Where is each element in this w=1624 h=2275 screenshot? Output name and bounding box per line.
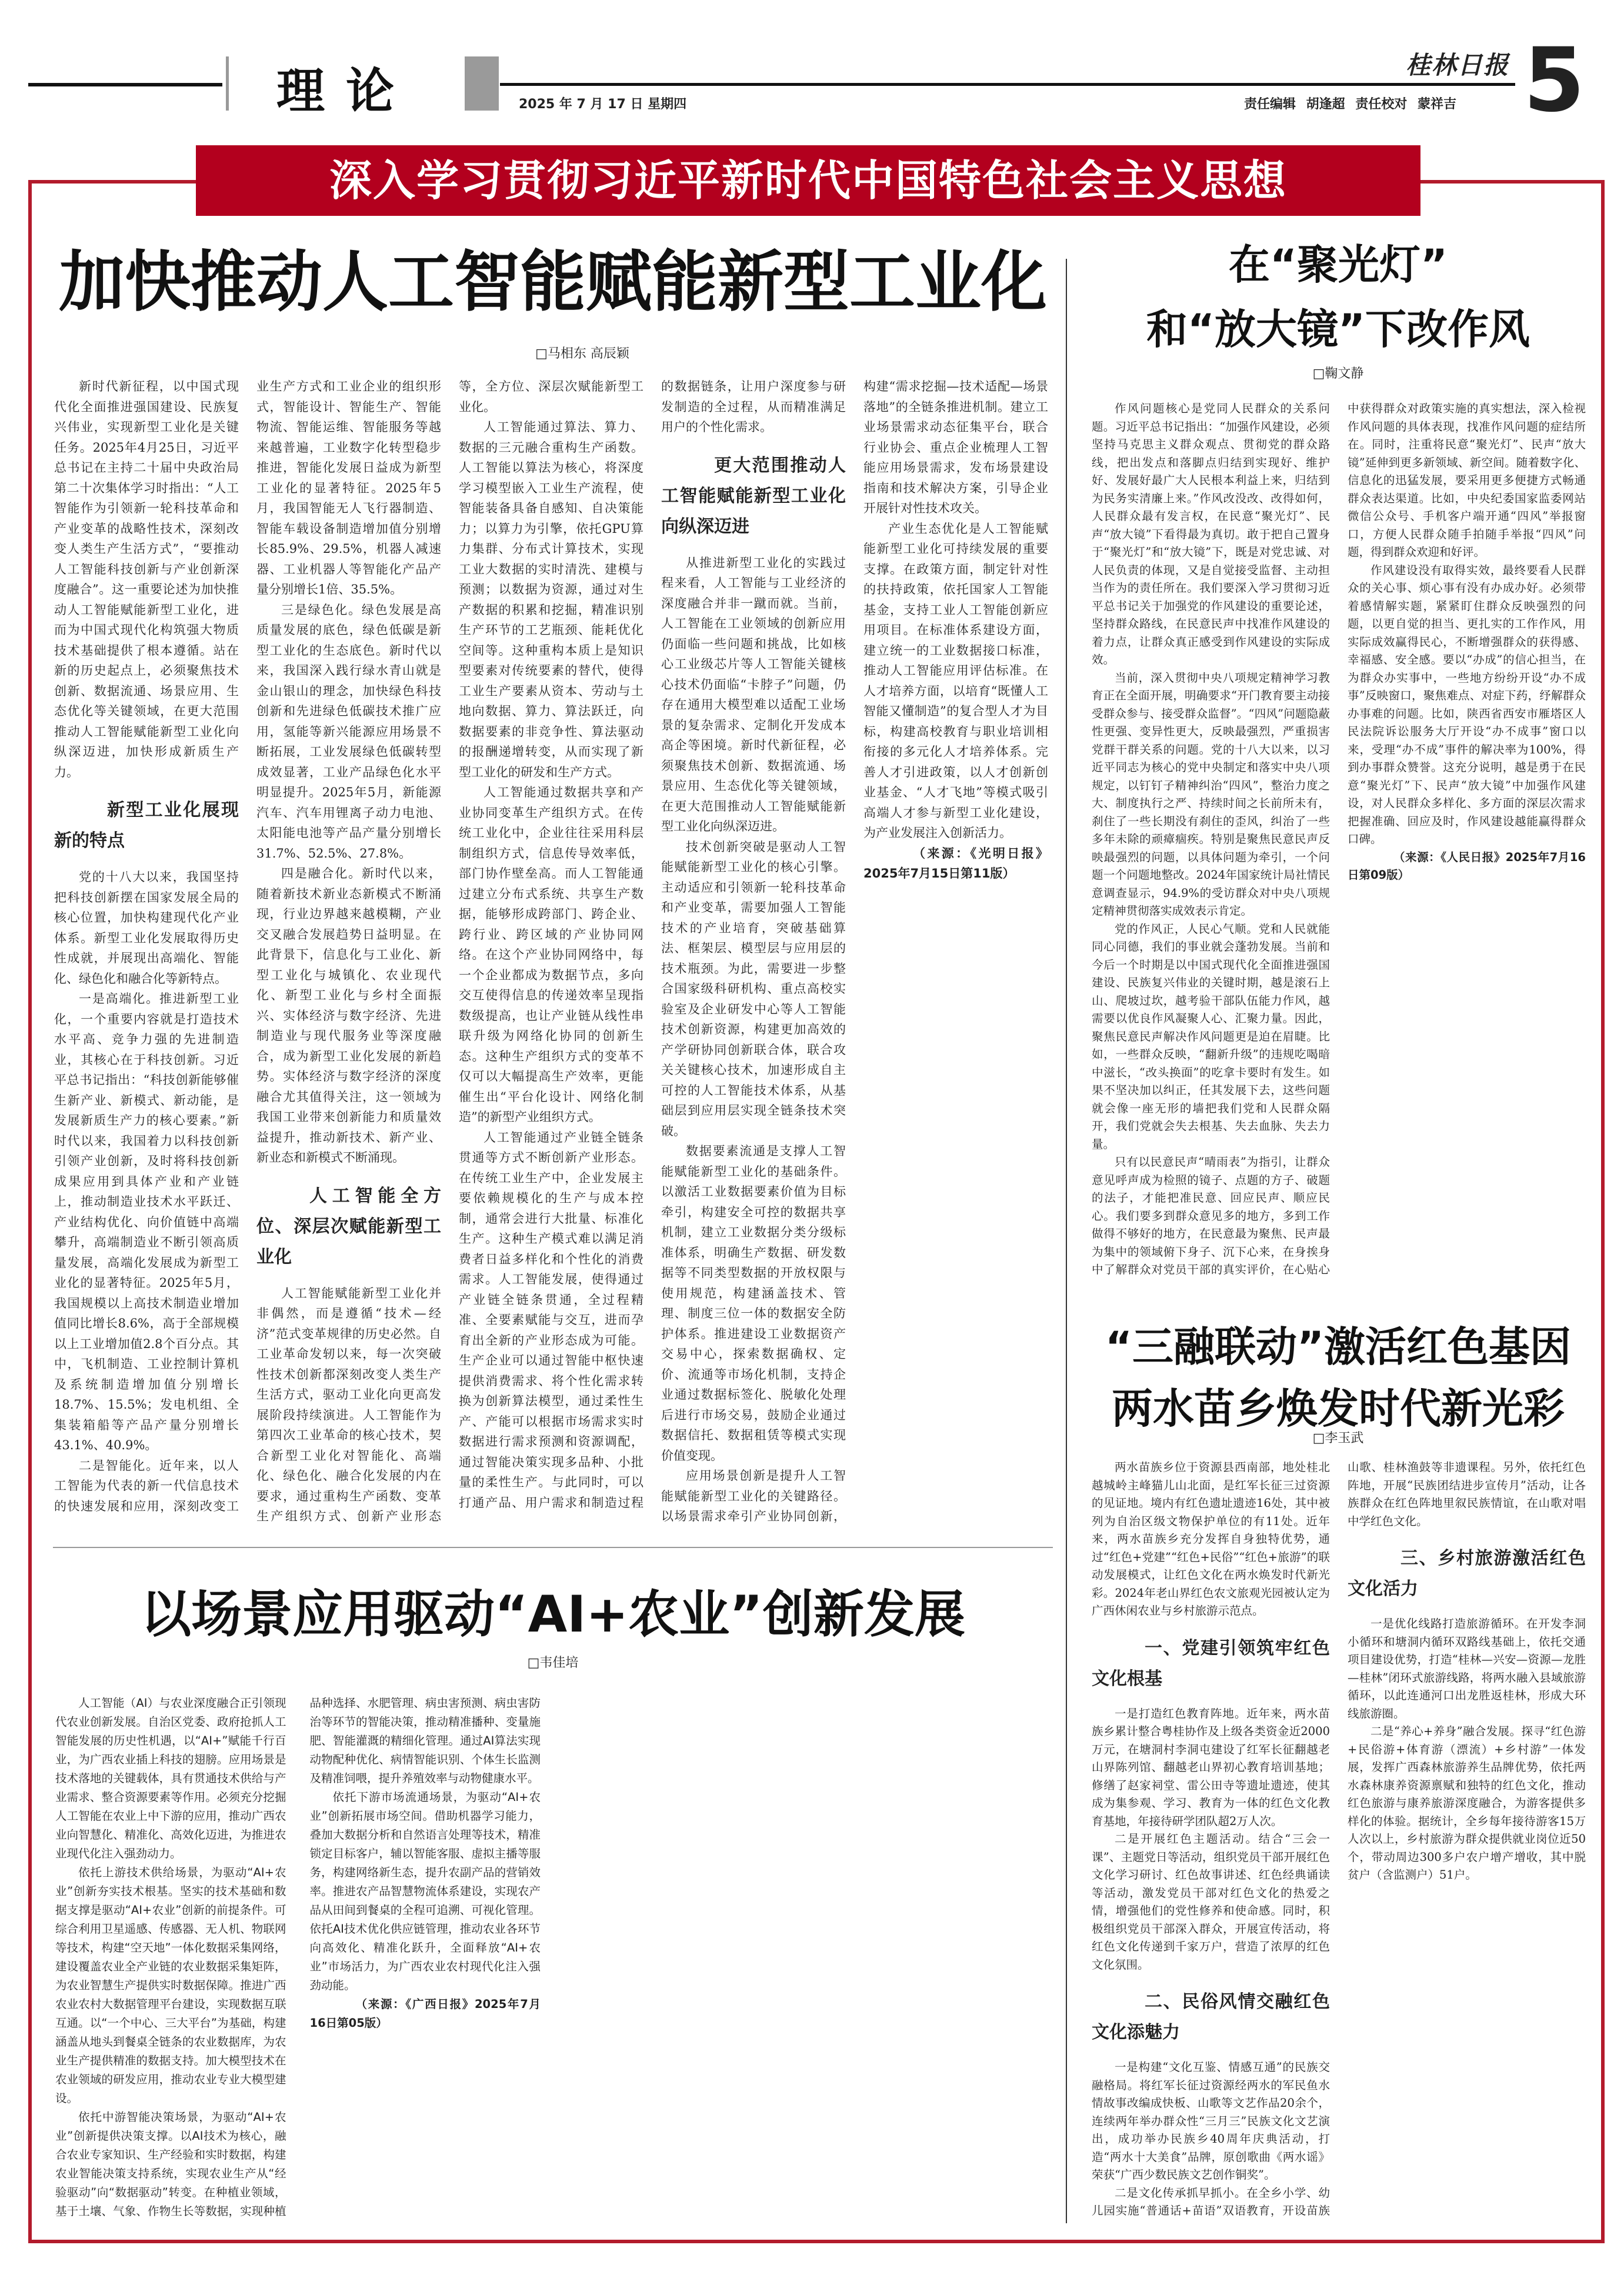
bottom-article-title: 以场景应用驱动“AI+农业”创新发展 bbox=[141, 1585, 965, 1644]
main-article-byline: □马相东 高辰颖 bbox=[535, 346, 629, 361]
right-bottom-article-byline: □李玉武 bbox=[1312, 1431, 1364, 1446]
paragraph: 人工智能（AI）与农业深度融合正引领现代农业创新发展。自治区党委、政府抢抓人工智能发展的历史性机遇，以“AI+”赋能千行百业，为广西农业插上科技的翅膀。应用场景是技术落地的关键载体，具有贯通技术供给与产业需求、整合资源要素等作用。必须充分挖掘人工智能在农业上中下游的应用，推动广西农业向智慧化、精准化、高效化迈进，为推进农业现代化注入强劲动力。 bbox=[55, 1696, 286, 1860]
section-title: 理论 bbox=[276, 64, 416, 119]
article-separator bbox=[53, 1547, 1053, 1548]
paragraph: 党的十八大以来，我国坚持把科技创新摆在国家发展全局的核心位置，加快构建现代化产业体系。新型工业化发展取得历史性成就，并展现出高端化、智能化、绿色化和融合化等新特点。 bbox=[54, 870, 239, 986]
right-top-article-title-line1: 在“聚光灯” bbox=[1228, 241, 1448, 289]
paragraph: 应用场景创新是提升人工智能赋能新型工业化的关键路径。以场景需求牵引产业协同创新，构建“需求挖掘—技术适配—场景落地”的全链条推进机制。建立工业场景需求动态征集平台，联合行业协会、重点企业梳理人工智能应用场景需求，发布场景建设指南和技术解决方案，引导企业开展针对性技术攻关。 bbox=[661, 379, 1048, 1523]
editor-credits: 责任编辑 胡逢超 责任校对 蒙祥吉 bbox=[1244, 97, 1456, 112]
section-heading: 二、民俗风情交融红色文化添魅力 bbox=[1092, 1992, 1330, 2043]
paragraph: 两水苗族乡位于资源县西南部，地处桂北越城岭主峰猫儿山北面，是红军长征三过资源的见证地。境内有红色遗址遗迹16处，其中被列为自治区级文物保护单位的有11处。近年来，两水苗族乡充分发挥自身独特优势，通过“红色+党建”“红色+民俗”“红色+旅游”的联动发展模式，让红色文化在两水焕发时代新光彩。2024年老山界红色农文旅观光园被认定为广西休闲农业与乡村旅游示范点。 bbox=[1092, 1460, 1330, 1617]
paragraph: 技术创新突破是驱动人工智能赋能新型工业化的核心引擎。主动适应和引领新一轮科技革命和产业变革，需要加强人工智能技术的产业培育，突破基础算法、框架层、模型层与应用层的技术瓶颈。为此，需要进一步整合国家级科研机构、重点高校实验室及企业研发中心等人工智能技术创新资源，构建更加高效的产学研协同创新联合体，联合攻关关键核心技术，加速形成自主可控的人工智能技术体系，从基础层到应用层实现全链条技术突破。 bbox=[661, 839, 846, 1138]
bottom-article-body bbox=[55, 1694, 1049, 2223]
main-article-title: 加快推动人工智能赋能新型工业化 bbox=[59, 244, 1047, 321]
source-note: （来源：《光明日报》2025年7月15日第11版） bbox=[863, 846, 1048, 880]
paragraph: 产业生态优化是人工智能赋能新型工业化可持续发展的重要支撑。在政策方面，制定针对性的扶持政策，依托国家人工智能基金，支持工业人工智能创新应用项目。在标准体系建设方面，建立统一的工业数据接口标准，推动人工智能应用评估标准。在人才培养方面，以培育“既懂人工智能又懂制造”的复合型人才为目标，构建高校教育与职业培训相衔接的多元化人才培养体系。完善人才引进政策，以人才创新创业基金、“人才飞地”等模式吸引高端人才参与新型工业化建设，为产业发展注入创新活力。 bbox=[863, 521, 1048, 840]
header-rule-left bbox=[28, 83, 222, 86]
source-note: （来源：《人民日报》2025年7月16日第09版） bbox=[1348, 850, 1586, 882]
main-article-body bbox=[54, 376, 1048, 1529]
column-divider bbox=[1066, 259, 1067, 2223]
paragraph: 作风建设没有取得实效，最终要看人民群众的关心事、烦心事有没有办成办好。必须带着感情解实题，紧紧盯住群众反映强烈的问题，以更自觉的担当、更扎实的工作作风，用实际成效赢得民心，不断增强群众的获得感、幸福感、安全感。要以“办成”的信心担当，在为群众办实事中，一些地方纷纷开设“办不成事”反映窗口，聚焦难点、对症下药，纾解群众办事难的问题。比如，陕西省西安市雁塔区人民法院诉讼服务大厅开设“办不成事”窗口以来，受理“办不成”事件的解决率为100%，得到办事群众赞誉。这充分说明，越是勇于在民意“聚光灯”下、民声“放大镜”中加强作风建设，对人民群众多样化、多方面的深层次需求把握准确、回应及时，作风建设越能赢得群众口碑。 bbox=[1348, 563, 1586, 846]
theme-banner: 深入学习贯彻习近平新时代中国特色社会主义思想 bbox=[196, 145, 1420, 216]
paragraph: 二是文化传承抓早抓小。在全乡小学、幼儿园实施“普通话+苗语”双语教育，开设苗族山歌、桂林渔鼓等非遗课程。另外，依托红色阵地，开展“民族团结进步宣传月”活动，让各族群众在红色阵地里叙民族情谊，在山歌对唱中学红色文化。 bbox=[1092, 1460, 1586, 2217]
paragraph: 人工智能通过数据共享和产业协同变革生产组织方式。在传统工业化中，企业往往采用科层制组织方式，信息传导效率低，部门协作壁垒高。而人工智能通过建立分布式系统、共享生产数据，能够形成跨部门、跨企业、跨行业、跨区域的产业协同网络。在这个产业协同网络中，每一个企业都成为数据节点，多向交互使得信息的传递效率呈现指数级提高，也让产业链从线性串联升级为网络化协同的创新生态。这种生产组织方式的变革不仅可以大幅提高生产效率，更能催生出“平台化设计、网络化制造”的新型产业组织方式。 bbox=[459, 785, 643, 1124]
right-top-article-byline: □鞠文静 bbox=[1312, 366, 1364, 381]
right-top-article-title-line2: 和“放大镜”下改作风 bbox=[1146, 305, 1530, 353]
header-rule-right bbox=[500, 83, 1515, 86]
right-top-article-body bbox=[1092, 400, 1586, 1294]
right-bottom-article-title-line2: 两水苗乡焕发时代新光彩 bbox=[1112, 1385, 1565, 1433]
right-bottom-article-body bbox=[1092, 1459, 1586, 2223]
section-heading: 三、乡村旅游激活红色文化活力 bbox=[1348, 1548, 1586, 1599]
header-block bbox=[465, 56, 499, 111]
page-number: 5 bbox=[1523, 29, 1585, 132]
paragraph: 党的作风正，人民心气顺。党和人民就能同心同德，我们的事业就会蓬勃发展。当前和今后一个时期是以中国式现代化全面推进强国建设、民族复兴伟业的关键时期，越是滚石上山、爬坡过坎，越考验干部队伍能力作风，越需要以优良作风凝聚人心、汇聚力量。因此，聚焦民意民声解决作风问题更是迫在眉睫。比如，一些群众反映，“翻新升级”的违规吃喝暗中滋长，“改头换面”的吃拿卡要时有发生。如果不坚决加以纠正，任其发展下去，这些问题就会像一座无形的墙把我们党和人民群众隔开，我们党就会失去根基、失去血脉、失去力量。 bbox=[1092, 922, 1330, 1151]
section-heading: 人工智能全方位、深层次赋能新型工业化 bbox=[256, 1185, 441, 1267]
paragraph: 从推进新型工业化的实践过程来看，人工智能与工业经济的深度融合并非一蹴而就。当前，人工智能在工业领域的创新应用仍面临一些问题和挑战，比如核心工业级芯片等人工智能关键核心技术仍面临“卡脖子”问题，仍存在通用大模型难以适配工业场景的复杂需求、定制化开发成本高企等困境。新时代新征程，必须聚焦技术创新、数据流通、场景应用、生态优化等关键领域，在更大范围推动人工智能赋能新型工业化向纵深迈进。 bbox=[661, 555, 846, 833]
section-heading: 更大范围推动人工智能赋能新型工业化向纵深迈进 bbox=[661, 455, 846, 537]
paragraph: 依托上游技术供给场景，为驱动“AI+农业”创新夯实技术根基。坚实的技术基础和数据支撑是驱动“AI+农业”创新的前提条件。可综合利用卫星遥感、传感器、无人机、物联网等技术，构建“空天地”一体化数据采集网络，建设覆盖农业全产业链的农业数据采集矩阵，为农业智慧生产提供实时数据保障。推进广西农业农村大数据管理平台建设，实现数据互联互通。以“一个中心、三大平台”为基础，构建涵盖从地头到餐桌全链条的农业数据库，为农业生产提供精准的数据支持。加大模型技术在农业领域的研发应用，推动农业专业大模型建设。 bbox=[55, 1866, 286, 2105]
paragraph: 人工智能通过产业链全链条贯通等方式不断创新产业形态。在传统工业生产中，企业发展主要依赖规模化的生产与成本控制，通常会进行大批量、标准化生产。这种生产模式难以满足消费者日益多样化和个性化的消费需求。人工智能发展，使得通过产业链全链条贯通，全过程精准、全要素赋能与交互，进而孕育出全新的产业形态成为可能。生产企业可以通过智能中枢快速提供消费需求、将个性化需求转换为创新算法模型，通过柔性生产、产能可以根据市场需求实时数据进行需求预测和资源调配，通过智能决策实现多品种、小批量的柔性生产。与此同时，可以打通产品、用户需求和制造过程的数据链条，让用户深度参与研发制造的全过程，从而精准满足用户的个性化需求。 bbox=[459, 379, 846, 1510]
source-note: （来源：《广西日报》2025年7月16日第05版） bbox=[309, 1997, 541, 2030]
paragraph: 一是构建“文化互鉴、情感互通”的民族交融格局。将红军长征过资源经两水的军民鱼水情故事改编成快板、山歌等文艺作品20余个，连续两年举办群众性“三月三”民族文化文艺演出，成功举办民族乡40周年庆典活动，打造“两水十大美食”品牌，原创歌曲《两水谣》荣获“广西少数民族文艺创作铜奖”。 bbox=[1092, 2060, 1330, 2181]
paragraph: 二是“养心+养身”融合发展。探寻“红色游+民俗游+体育游（漂流）+乡村游”一体发展，发挥广西森林旅游养生品牌优势，依托两水森林康养资源禀赋和独特的红色文化，推动红色旅游与康养旅游深度融合，为游客提供多样化的体验。据统计，全乡每年接待游客15万人次以上，乡村旅游为群众提供就业岗位近50个，带动周边300多户农户增产增收，其中脱贫户（含监测户）51户。 bbox=[1348, 1724, 1586, 1882]
paragraph: 新时代新征程，以中国式现代化全面推进强国建设、民族复兴伟业，实现新型工业化是关键任务。2025年4月25日，习近平总书记在主持二十届中央政治局第二十次集体学习时指出：“人工智能作为引领新一轮科技革命和产业变革的战略性技术，深刻改变人类生产生活方式”，“要推动人工智能科技创新与产业创新深度融合”。这一重要论述为加快推动人工智能赋能新型工业化，进而为中国式现代化构筑强大物质技术基础提供了根本遵循。站在新的历史起点上，必须聚焦技术创新、数据流通、场景应用、生态优化等关键领域，在更大范围推动人工智能赋能新型工业化向纵深迈进，加快形成新质生产力。 bbox=[54, 379, 239, 779]
paragraph: 一是打造红色教育阵地。近年来，两水苗族乡累计整合粤桂协作及上级各类资金近2000万元，在塘洞村李洞屯建设了红军长征翻越老山界陈列馆、翻越老山界初心教育培训基地；修缮了赵家祠堂、雷公田寺等遗址遗迹，使其成为集参观、学习、教育为一体的红色文化教育基地，年接待研学团队超2万人次。 bbox=[1092, 1706, 1330, 1828]
paragraph: 只有以民意民声“晴雨表”为指引，让群众意见呼声成为检照的镜子、点题的方子、破题的法子，才能把准民意、回应民声、顺应民心。我们要多到群众意见多的地方，多到工作做得不够好的地方，在民意最为聚焦、民声最为集中的领域俯下身子、沉下心来，在身挨身中了解群众对党员干部的真实评价，在心贴心中获得群众对政策实施的真实想法，深入检视作风问题的具体表现，找准作风问题的症结所在。同时，注重将民意“聚光灯”、民声“放大镜”延伸到更多新领域、新空间。随着数字化、信息化的迅猛发展，要采用更多便捷方式畅通群众表达渠道。比如，中央纪委国家监委网站微信公众号、手机客户端开通“四风”举报窗口，方便人民群众随手拍随手举报“四风”问题，得到群众欢迎和好评。 bbox=[1092, 402, 1586, 1276]
masthead-logo: 桂林日报 bbox=[1406, 51, 1510, 79]
paragraph: 数据要素流通是支撑人工智能赋能新型工业化的基础条件。以激活工业数据要素价值为目标牵引，构建安全可控的数据共享机制，建立工业数据分类分级标准体系，明确生产数据、研发数据等不同类型数据的开放权限与使用规范，构建涵盖技术、管理、制度三位一体的数据安全防护体系。推进建设工业数据资产交易中心，探索数据确权、定价、流通等市场化机制，支持企业通过数据标签化、脱敏化处理后进行市场交易，鼓励企业通过数据信托、数据租赁等模式实现价值变现。 bbox=[661, 1144, 846, 1463]
section-heading: 新型工业化展现新的特点 bbox=[54, 800, 239, 851]
bottom-article-byline: □韦佳培 bbox=[527, 1656, 579, 1670]
paragraph: 人工智能赋能新型工业化并非偶然，而是遵循“技术—经济”范式变革规律的历史必然。自工业革命发轫以来，每一次突破性技术创新都深刻改变人类生产生活方式，驱动工业化向更高发展阶段持续演进。人工智能作为第四次工业革命的核心技术，契合新型工业化对智能化、高端化、绿色化、融合化发展的内在要求，通过重构生产函数、变革生产组织方式、创新产业形态等，全方位、深层次赋能新型工业化。 bbox=[256, 379, 643, 1523]
issue-date: 2025 年 7 月 17 日 星期四 bbox=[519, 97, 687, 112]
paragraph: 二是智能化。近年来，以人工智能为代表的新一代信息技术的快速发展和应用，深刻改变工业生产方式和工业企业的组织形式，智能设计、智能生产、智能物流、智能运维、智能服务等越来越普遍，工业数字化转型稳步推进，智能化发展日益成为新型工业化的显著特征。2025年5月，我国智能无人飞行器制造、智能车载设备制造增加值分别增长85.9%、29.5%，机器人减速器、工业机器人等智能化产品产量分别增长1倍、35.5%。 bbox=[54, 379, 441, 1513]
paragraph: 依托下游市场流通场景，为驱动“AI+农业”创新拓展市场空间。借助机器学习能力，叠加大数据分析和自然语言处理等技术，精准锁定目标客户，辅以智能客服、虚拟主播等服务，构建网络新生态，提升农副产品的营销效率。推进农产品智慧物流体系建设，实现农产品从田间到餐桌的全程可追溯、可视化管理。依托AI技术优化供应链管理，推动农业各环节向高效化、精准化跃升，全面释放“AI+农业”市场活力，为广西农业农村现代化注入强劲动能。 bbox=[309, 1790, 541, 1992]
right-bottom-article-title-line1: “三融联动”激活红色基因 bbox=[1105, 1323, 1571, 1371]
paragraph: 四是融合化。新时代以来，随着新技术新业态新模式不断涌现，行业边界越来越模糊，产业交叉融合发展趋势日益明显。在此背景下，信息化与工业化、新型工业化与城镇化、农业现代化、新型工业化与乡村全面振兴、实体经济与数字经济、先进制造业与现代服务业等深度融合，成为新型工业化发展的新趋势。实体经济与数字经济的深度融合尤其值得关注，这一领域为我国工业带来创新能力和质量效益提升，推动新技术、新产业、新业态和新模式不断涌现。 bbox=[256, 866, 441, 1165]
header-divider bbox=[226, 56, 229, 111]
paragraph: 一是高端化。推进新型工业化，一个重要内容就是打造技术水平高、竞争力强的先进制造业，其核心在于科技创新。习近平总书记指出：“科技创新能够催生新产业、新模式、新动能，是发展新质生产力的核心要素。”新时代以来，我国着力以科技创新引领产业创新，及时将科技创新成果应用到具体产业和产业链上，推动制造业技术水平跃迁、产业结构优化、向价值链中高端攀升，高端制造业不断引领高质量发展，高端化发展成为新型工业化的显著特征。2025年5月，我国规模以上高技术制造业增加值同比增长8.6%，高于全部规模以上工业增加值2.8个百分点。其中，飞机制造、工业控制计算机及系统制造增加值分别增长18.7%、15.5%；发电机组、全集装箱船等产品产量分别增长43.1%、40.9%。 bbox=[54, 992, 239, 1452]
paragraph: 当前，深入贯彻中央八项规定精神学习教育正在全面开展，明确要求“开门教育要主动接受群众参与、接受群众监督”。“四风”问题隐蔽性更强、变异性更大，反映最强烈，严重损害党群干群关系的问题。党的十八大以来，以习近平同志为核心的党中央制定和落实中央八项规定，以钉钉子精神纠治“四风”，整治力度之大、制度执行之严、持续时间之长前所未有，刹住了一些长期没有刹住的歪风，纠治了一些多年未除的顽瘴痼疾。特别是聚焦民意民声反映最强烈的问题，以具体问题为牵引，一个问题一个问题地整改。2024年国家统计局社情民意调查显示，94.9%的受访群众对中央八项规定精神贯彻落实成效表示肯定。 bbox=[1092, 671, 1330, 918]
paragraph: 一是优化线路打造旅游循环。在开发李洞小循环和塘洞内循环双路线基础上，依托交通项目建设优势，打造“桂林—兴安—资源—龙胜—桂林”闭环式旅游线路，将两水融入县域旅游循环，以此连通河口出龙胜返桂林，形成大环线旅游圈。 bbox=[1348, 1617, 1586, 1720]
paragraph: 依托中游智能决策场景，为驱动“AI+农业”创新提供决策支撑。以AI技术为核心，融合农业专家知识、生产经验和实时数据，构建农业智能决策支持系统，实现农业生产从“经验驱动”向“数据驱动”转变。在种植业领域，基于土壤、气象、作物生长等数据，实现种植品种选择、水肥管理、病虫害预测、病虫害防治等环节的智能决策，推动精准播种、变量施肥、智能灌溉的精细化管理。通过AI算法实现动物配种优化、病情智能识别、个体生长监测及精准饲喂，提升养殖效率与动物健康水平。 bbox=[55, 1696, 541, 2218]
paragraph: 人工智能通过算法、算力、数据的三元融合重构生产函数。人工智能以算法为核心，将深度学习模型嵌入工业生产流程，使智能装备具备自感知、自决策能力；以算力为引擎，依托GPU算力集群、分布式计算技术，实现工业大数据的实时清洗、建模与预测；以数据为资源，通过对生产数据的积累和挖掘，精准识别生产环节的工艺瓶颈、能耗优化空间等。这种重构本质上是知识型要素对传统要素的替代，使得工业生产要素从资本、劳动与土地向数据、算力、算法跃迁，向数据要素的非竞争性、算法驱动的报酬递增转变，从而实现了新型工业化的研发和生产方式。 bbox=[459, 420, 643, 779]
paragraph: 作风问题核心是党同人民群众的关系问题。习近平总书记指出：“加强作风建设，必须坚持马克思主义群众观点、贯彻党的群众路线，把出发点和落脚点归结到实现好、维护好、发展好最广大人民根本利益上来，归结到为民务实清廉上来。”作风改没改、改得如何，人民群众最有发言权，在民意“聚光灯”、民声“放大镜”下看得最为真切。敢于把自己置身于“聚光灯”和“放大镜”下，既是对党忠诚、对人民负责的体现，又是自觉接受监督、主动担当作为的责任所在。我们要深入学习贯彻习近平总书记关于加强党的作风建设的重要论述，坚持群众路线，在民意民声中找准作风建设的着力点，让群众真正感受到作风建设的实际成效。 bbox=[1092, 402, 1330, 666]
section-heading: 一、党建引领筑牢红色文化根基 bbox=[1092, 1637, 1330, 1689]
paragraph: 二是开展红色主题活动。结合“三会一课”、主题党日等活动，组织党员干部开展红色文化学习研讨、红色故事讲述、红色经典诵读等活动，激发党员干部对红色文化的热爱之情，增强他们的党性修养和使命感。同时，积极组织党员干部深入群众，开展宣传活动，将红色文化传递到千家万户，营造了浓厚的红色文化氛围。 bbox=[1092, 1832, 1330, 1972]
paragraph: 三是绿色化。绿色发展是高质量发展的底色，绿色低碳是新型工业化的生态底色。新时代以来，我国深入践行绿水青山就是金山银山的理念，加快绿色科技创新和先进绿色低碳技术推广应用，氢能等新兴能源应用场景不断拓展，工业发展绿色低碳转型成效显著，工业产品绿色化水平明显提升。2025年5月，新能源汽车、汽车用锂离子动力电池、太阳能电池等产品产量分别增长31.7%、52.5%、27.8%。 bbox=[256, 602, 441, 860]
